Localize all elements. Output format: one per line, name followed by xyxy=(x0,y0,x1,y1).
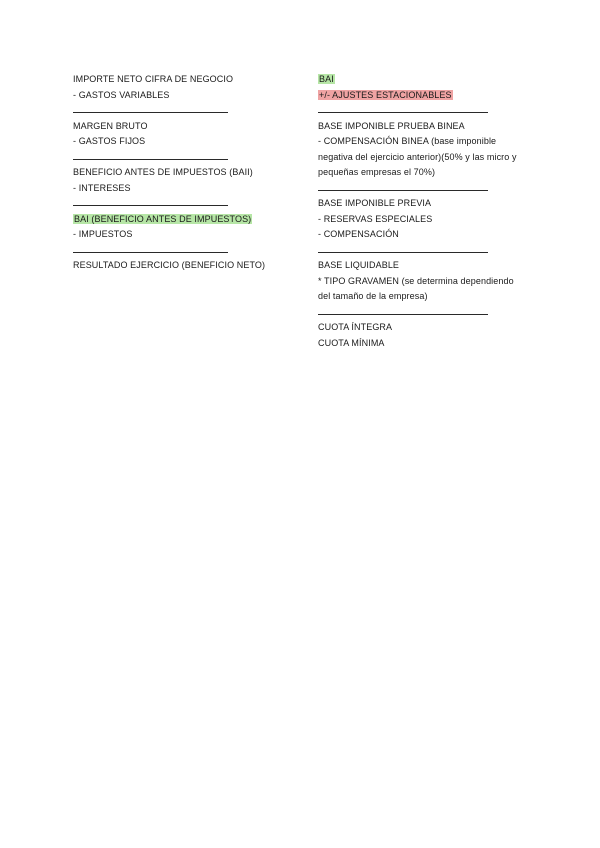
bai-highlighted-text: BAI xyxy=(319,74,334,84)
separator-rule xyxy=(318,103,518,119)
minimum-tax-amount-line: CUOTA MÍNIMA xyxy=(318,337,385,348)
variable-costs-line: - GASTOS VARIABLES xyxy=(73,89,170,100)
full-tax-amount-line: CUOTA ÍNTEGRA xyxy=(318,322,393,332)
separator-rule xyxy=(73,196,283,212)
binea-compensation-line: - COMPENSACIÓN BINEA (base imponible negativa del ejercicio anterior)(50% y las micro y pequeñas empresas el 70%) xyxy=(318,136,517,177)
separator-rule xyxy=(73,103,283,119)
separator-rule xyxy=(318,181,518,197)
compensation-line: - COMPENSACIÓN xyxy=(318,229,399,239)
adjustments-line-wrap xyxy=(318,88,518,104)
ebt-highlighted-text: BAI (BENEFICIO ANTES DE IMPUESTOS) xyxy=(74,213,252,224)
tax-base-test-line: BASE IMPONIBLE PRUEBA BINEA xyxy=(318,120,465,131)
special-reserves-line: - RESERVAS ESPECIALES xyxy=(318,213,433,224)
gross-margin-line: MARGEN BRUTO xyxy=(73,120,148,131)
ebt-line-wrap xyxy=(73,212,283,228)
tax-calculation-column xyxy=(318,72,518,351)
interest-line: - INTERESES xyxy=(73,182,131,193)
bai-line-wrap xyxy=(318,72,518,88)
tax-rate-line: * TIPO GRAVAMEN (se determina dependiendo del tamaño de la empresa) xyxy=(318,275,514,301)
separator-rule xyxy=(318,243,518,259)
separator-rule xyxy=(73,150,283,166)
ebit-line: BENEFICIO ANTES DE IMPUESTOS (BAII) xyxy=(73,167,253,177)
net-profit-line: RESULTADO EJERCICIO (BENEFICIO NETO) xyxy=(73,260,266,270)
separator-rule xyxy=(73,243,283,259)
separator-rule xyxy=(318,305,518,321)
prior-tax-base-line: BASE IMPONIBLE PREVIA xyxy=(318,198,432,208)
taxable-base-line: BASE LIQUIDABLE xyxy=(318,260,400,270)
adjustments-highlighted-text: +/- AJUSTES ESTACIONABLES xyxy=(319,89,452,100)
net-revenue-line: IMPORTE NETO CIFRA DE NEGOCIO xyxy=(73,74,234,84)
taxes-line: - IMPUESTOS xyxy=(73,229,133,239)
income-statement-column xyxy=(73,72,283,274)
fixed-costs-line: - GASTOS FIJOS xyxy=(73,136,146,146)
